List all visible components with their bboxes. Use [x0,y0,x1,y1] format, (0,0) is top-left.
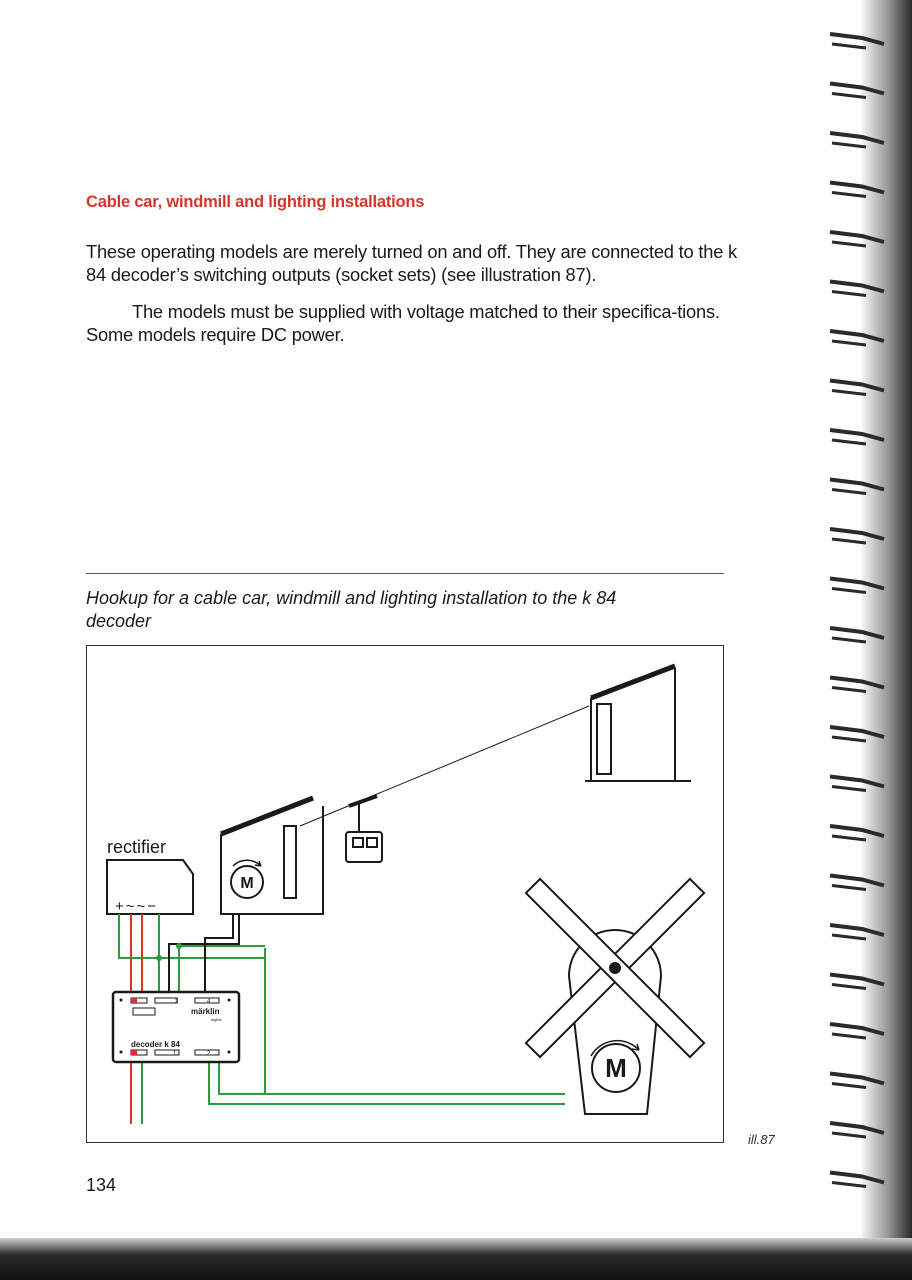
wiring-illustration [86,645,724,1143]
binding-coil [830,1074,884,1084]
paragraph-2: The models must be supplied with voltage matched to their specifica-tions. Some models require DC power. [86,301,720,345]
wire-junction [176,943,182,949]
binding-coil [830,628,884,638]
binding-coil [832,638,866,642]
binding-coil [830,826,884,836]
binding-coil [830,1024,884,1034]
binding-coil [830,678,884,688]
binding-coil [832,341,866,345]
binding-coil [830,529,884,539]
spiral-binding [822,0,912,1240]
binding-coil [832,1133,866,1137]
binding-coil [832,242,866,246]
rectifier-terminals: +~~− [115,898,159,915]
binding-coil [832,935,866,939]
binding-coil [832,886,866,890]
wiring-diagram [87,646,725,1144]
socket-label-1: 1 [173,1051,177,1057]
decoder-brand: märklin [191,1007,220,1016]
decoder-label: decoder k 84 [131,1040,180,1049]
binding-coil [832,292,866,296]
binding-coil [832,391,866,395]
binding-coil [830,925,884,935]
figure-caption: Hookup for a cable car, windmill and lighting installation to the k 84 decoder [86,588,617,631]
gondola [346,796,382,862]
socket-label-4: 4 [207,999,211,1005]
cable-line [300,706,589,826]
binding-coil [830,727,884,737]
binding-coil [830,331,884,341]
binding-coil [830,232,884,242]
binding-coil [832,193,866,197]
binding-coil [830,381,884,391]
cablecar-motor-label: M [240,875,254,892]
binding-coil [830,1173,884,1183]
binding-coil [832,1034,866,1038]
binding-coil [832,985,866,989]
binding-coil [832,44,866,48]
binding-coil [830,430,884,440]
windmill-motor-label: M [605,1053,627,1083]
wire-junction [156,955,162,961]
far-station [585,666,691,781]
page-number: 134 [86,1175,117,1195]
binding-coil [832,836,866,840]
socket-label-2: 2 [207,1051,211,1057]
binding-coil [832,94,866,98]
binding-coil [830,876,884,886]
binding-coil [832,589,866,593]
binding-coil [832,440,866,444]
binding-coil [830,34,884,44]
binding-coil [832,787,866,791]
rectifier-label: rectifier [107,837,167,857]
binding-coil [830,1123,884,1133]
binding-coil [830,777,884,787]
socket-label-3: 3 [175,999,179,1005]
near-station [221,798,323,914]
binding-coil [830,480,884,490]
binding-coil [830,579,884,589]
binding-coil [830,183,884,193]
decoder-sub: digital [211,1017,222,1022]
binding-coil [830,975,884,985]
binding-coil [832,539,866,543]
illustration-number: ill.87 [748,1132,775,1147]
page-bottom-shadow [0,1238,912,1280]
binding-coil [832,1084,866,1088]
paragraph-1: These operating models are merely turned on and off. They are connected to the k 84 decoder’s switching outputs (socket sets) (see illustration 87). [86,241,737,285]
binding-coil [832,490,866,494]
section-heading: Cable car, windmill and lighting installations [86,193,425,211]
binding-coil [832,1183,866,1187]
caption-rule [86,573,724,574]
binding-coil [830,282,884,292]
binding-coil [832,688,866,692]
binding-coil [830,84,884,94]
binding-coil [832,737,866,741]
binding-coil [832,143,866,147]
binding-coil [830,133,884,143]
